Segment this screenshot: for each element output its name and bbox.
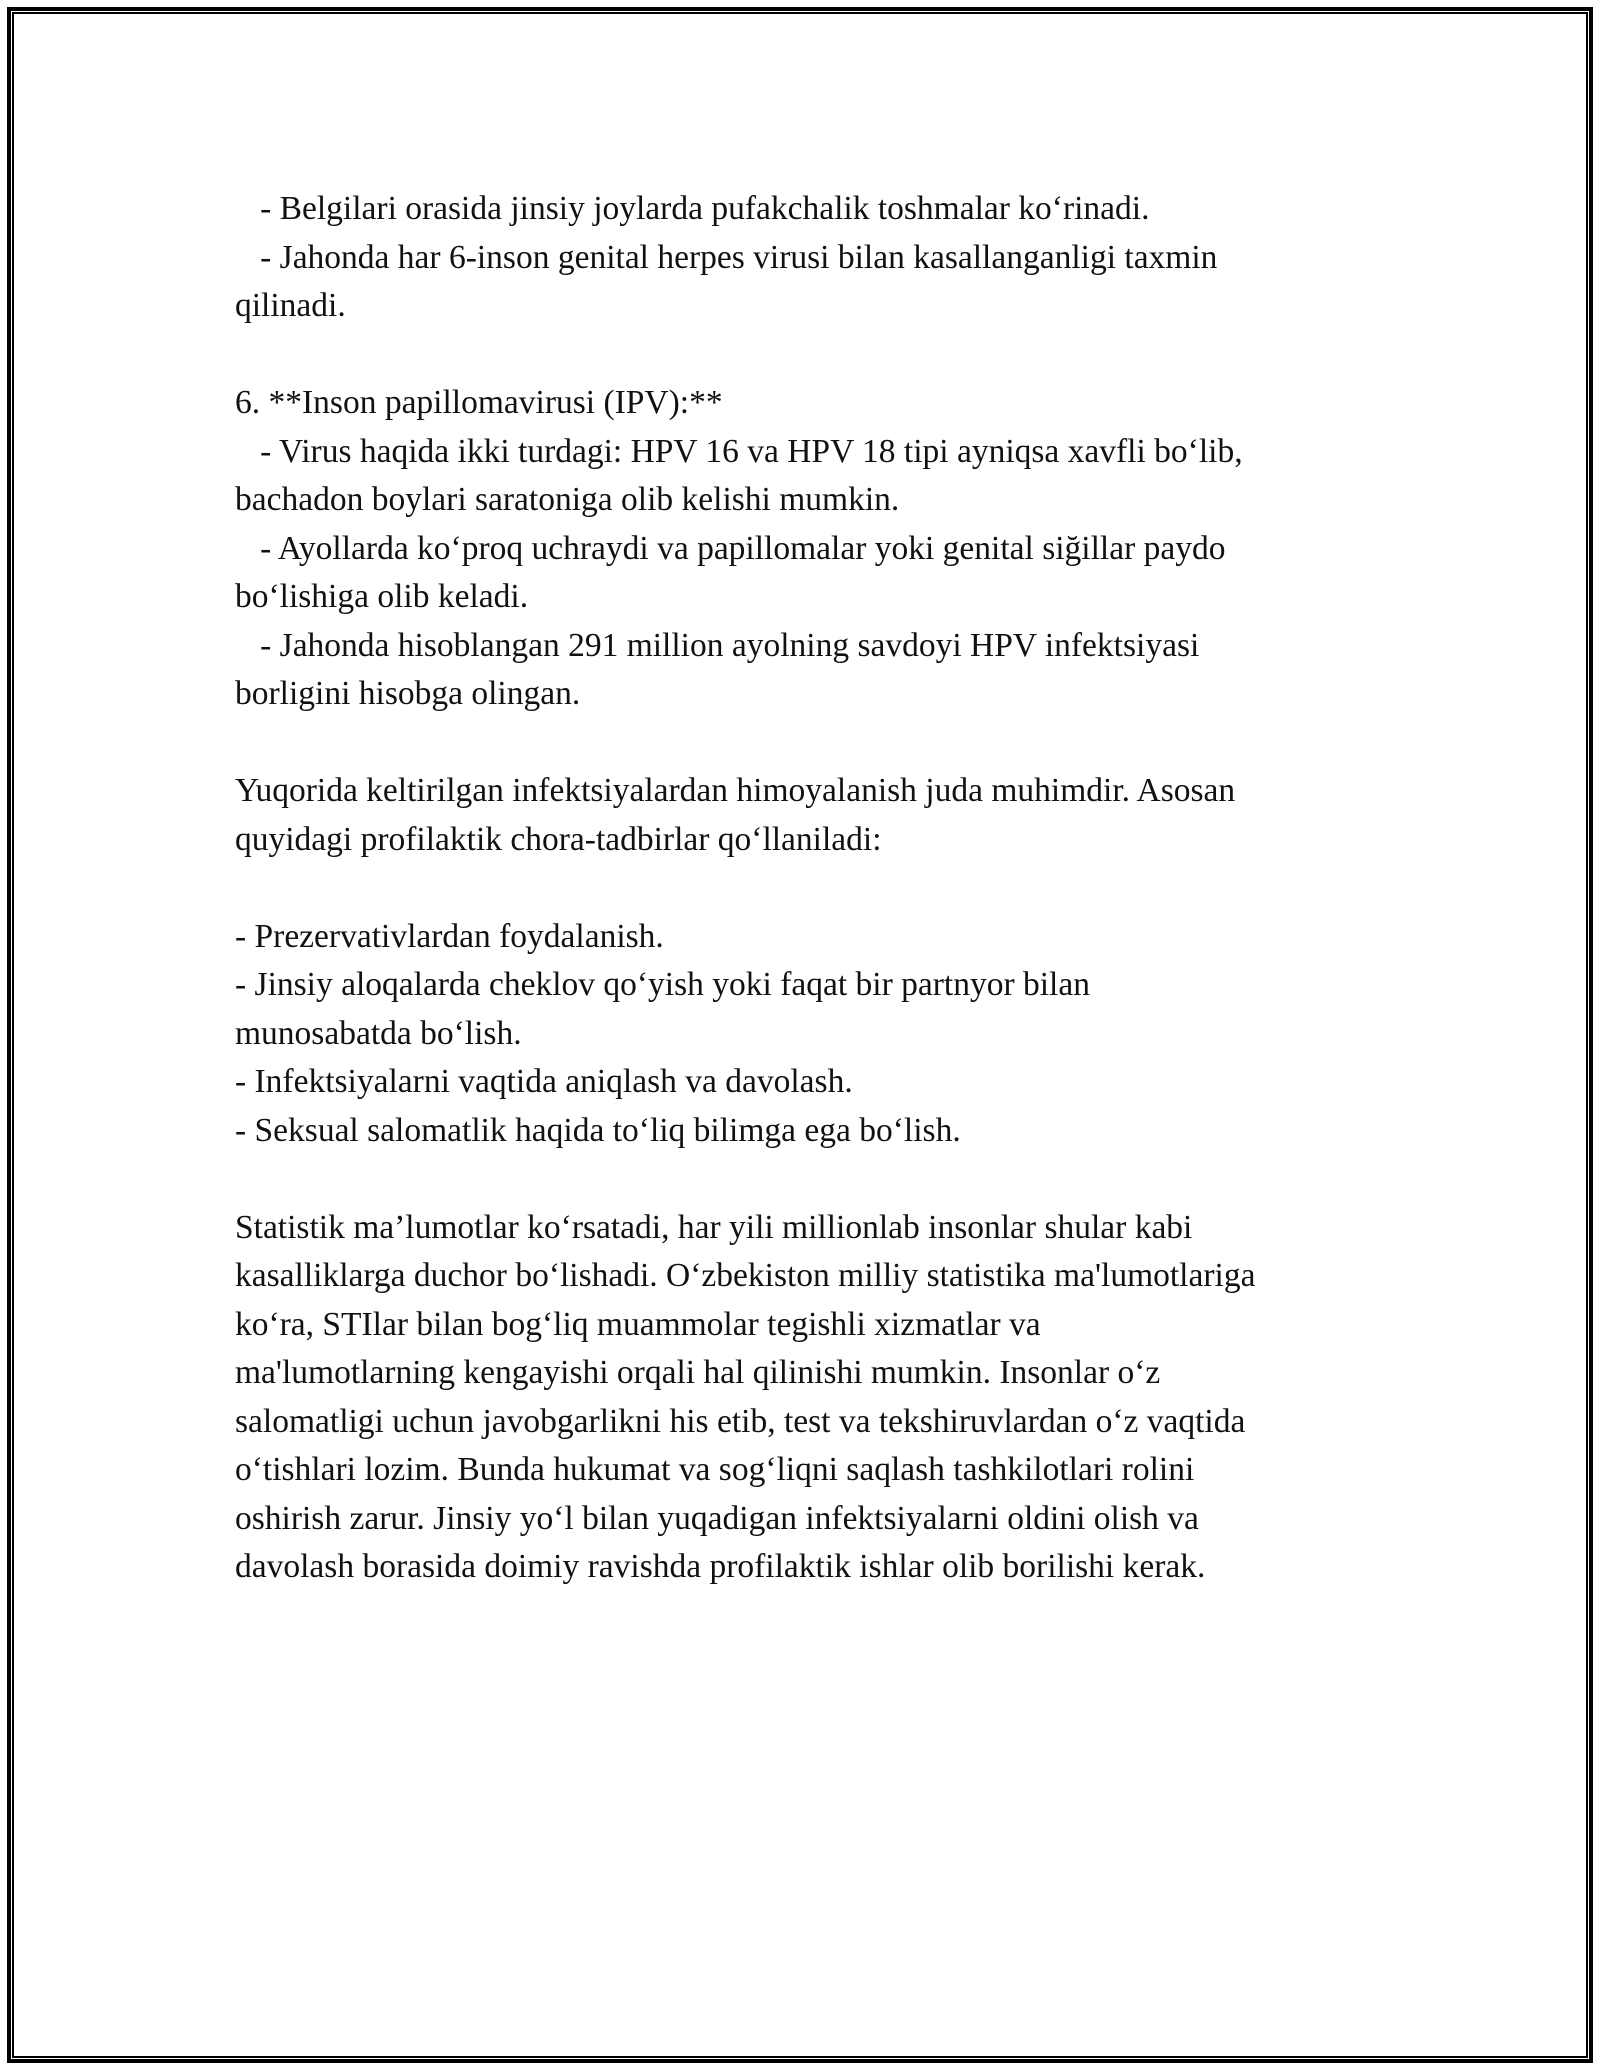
list-item-continuation: munosabatda bo‘lish. (235, 1014, 522, 1052)
list-item: - Ayollarda ko‘proq uchraydi va papillomalar yoki genital siğillar paydo (235, 529, 1226, 567)
list-item: - Virus haqida ikki turdagi: HPV 16 va HPV 18 tipi ayniqsa xavfli bo‘lib, (235, 432, 1243, 470)
list-item: - Jahonda hisoblangan 291 million ayolning savdoyi HPV infektsiyasi (235, 626, 1200, 664)
paragraph-line: ma'lumotlarning kengayishi orqali hal qilinishi mumkin. Insonlar o‘z (235, 1354, 1161, 1391)
paragraph-line: oshirish zarur. Jinsiy yo‘l bilan yuqadigan infektsiyalarni oldini olish va (235, 1499, 1199, 1537)
hpv-section (235, 379, 1365, 719)
conclusion-paragraph (235, 1204, 1365, 1592)
paragraph-gap (235, 719, 1365, 768)
paragraph-line: davolash borasida doimiy ravishda profilaktik ishlar olib borilishi kerak. (235, 1548, 1206, 1585)
prevention-intro-paragraph (235, 767, 1365, 864)
list-item: - Prezervativlardan foydalanish. (235, 917, 664, 955)
paragraph-gap (235, 331, 1365, 380)
prevention-list (235, 913, 1365, 1156)
paragraph-line: salomatligi uchun javobgarlikni his etib, test va tekshiruvlardan o‘z vaqtida (235, 1402, 1246, 1440)
list-item-continuation: qilinadi. (235, 287, 346, 324)
herpes-section (235, 185, 1365, 331)
paragraph-line: quyidagi profilaktik chora-tadbirlar qo‘llaniladi: (235, 820, 882, 858)
paragraph-line: Statistik ma’lumotlar ko‘rsatadi, har yili millionlab insonlar shular kabi (235, 1208, 1193, 1246)
paragraph-gap (235, 1155, 1365, 1204)
paragraph-line: Yuqorida keltirilgan infektsiyalardan himoyalanish juda muhimdir. Asosan (235, 772, 1236, 809)
list-item: - Seksual salomatlik haqida to‘liq bilimga ega bo‘lish. (235, 1111, 961, 1149)
section-heading: 6. **Inson papillomavirusi (IPV):** (235, 384, 723, 421)
paragraph-line: kasalliklarga duchor bo‘lishadi. O‘zbekiston milliy statistika ma'lumotlariga (235, 1257, 1256, 1294)
list-item: - Belgilari orasida jinsiy joylarda pufakchalik toshmalar ko‘rinadi. (235, 190, 1150, 227)
paragraph-gap (235, 864, 1365, 913)
list-item: - Jahonda har 6-inson genital herpes virusi bilan kasallanganligi taxmin (235, 238, 1218, 276)
list-item-continuation: borligini hisobga olingan. (235, 675, 581, 712)
list-item-continuation: bo‘lishiga olib keladi. (235, 578, 529, 615)
paragraph-line: o‘tishlari lozim. Bunda hukumat va sog‘liqni saqlash tashkilotlari rolini (235, 1451, 1195, 1488)
list-item: - Infektsiyalarni vaqtida aniqlash va davolash. (235, 1063, 853, 1100)
list-item-continuation: bachadon boylari saratoniga olib kelishi mumkin. (235, 481, 900, 518)
paragraph-line: ko‘ra, STIlar bilan bog‘liq muammolar tegishli xizmatlar va (235, 1305, 1041, 1343)
document-body (235, 185, 1365, 1592)
list-item: - Jinsiy aloqalarda cheklov qo‘yish yoki faqat bir partnyor bilan (235, 966, 1090, 1003)
